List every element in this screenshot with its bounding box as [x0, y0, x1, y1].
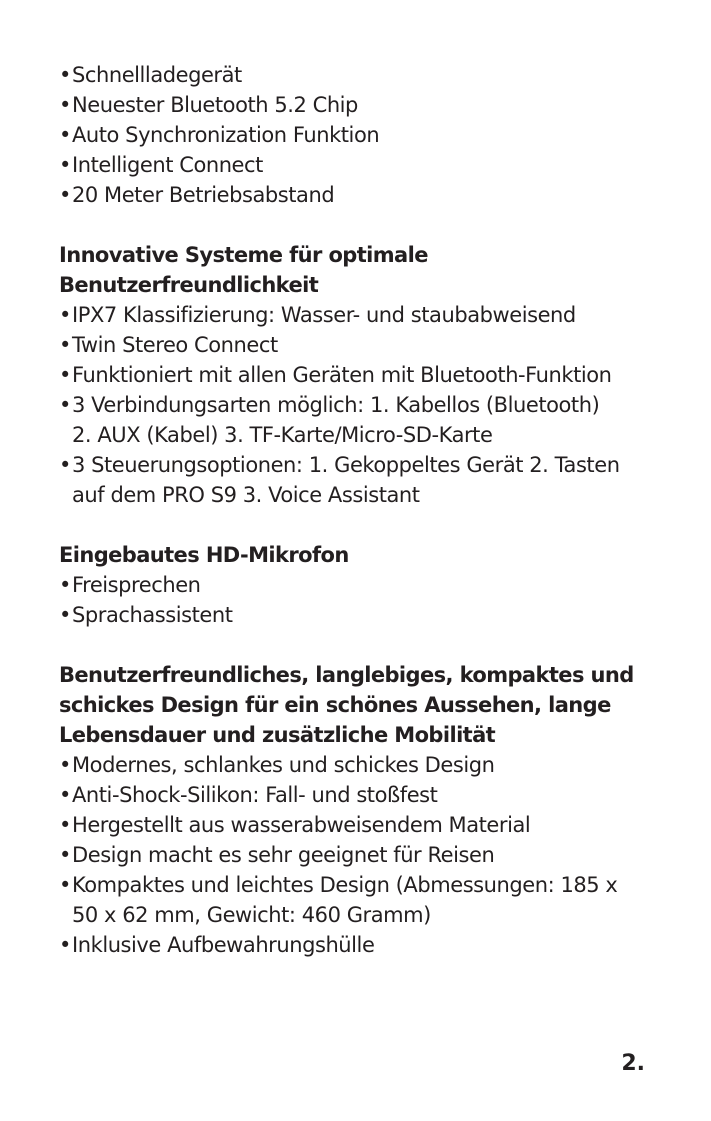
list-item: [59, 330, 659, 360]
list-item: [59, 780, 659, 810]
section-spacer: [59, 210, 659, 240]
list-item-text: • Anti-Shock-Silikon: Fall- und stoßfest: [72, 783, 438, 807]
list-item-text: • Sprachassistent: [72, 603, 233, 627]
list-item-text: auf dem PRO S9 3. Voice Assistant: [72, 483, 420, 507]
list-item-text: • Neuester Bluetooth 5.2 Chip: [72, 93, 358, 117]
list-item-text: • Schnellladegerät: [72, 63, 242, 87]
list-item: [59, 750, 659, 780]
section-heading: Innovative Systeme für optimale Benutzerfreundlichkeit: [59, 243, 428, 297]
section-heading: Benutzerfreundliches, langlebiges, kompaktes und schickes Design für ein schönes Aussehen, lange Lebensdauer und zusätzliche Mobilität: [59, 663, 634, 747]
list-item: [59, 390, 659, 450]
list-item-text: • 3 Steuerungsoptionen: 1. Gekoppeltes Gerät 2. Tasten: [72, 453, 620, 477]
list-item-text: • Inklusive Aufbewahrungshülle: [72, 933, 375, 957]
list-item-text: 2. AUX (Kabel) 3. TF-Karte/Micro-SD-Karte: [72, 423, 493, 447]
list-item-text: • Freisprechen: [72, 573, 201, 597]
list-item: [59, 810, 659, 840]
feature-list: [59, 60, 659, 210]
section-heading: Eingebautes HD-Mikrofon: [59, 543, 349, 567]
list-item-text: • Design macht es sehr geeignet für Reisen: [72, 843, 495, 867]
list-item-text: • IPX7 Klassifizierung: Wasser- und staubabweisend: [72, 303, 576, 327]
list-item-text: • Intelligent Connect: [72, 153, 263, 177]
list-item-text: • Modernes, schlankes und schickes Design: [72, 753, 495, 777]
list-item: [59, 120, 659, 150]
list-item: [59, 180, 659, 210]
list-item-text: • 20 Meter Betriebsabstand: [72, 183, 335, 207]
list-item: [59, 600, 659, 630]
list-item: [59, 450, 659, 510]
list-item: [59, 570, 659, 600]
list-item: [59, 360, 659, 390]
feature-list: [59, 750, 659, 960]
list-item-text: • Funktioniert mit allen Geräten mit Bluetooth-Funktion: [72, 363, 612, 387]
list-item-text: • 3 Verbindungsarten möglich: 1. Kabellos (Bluetooth): [72, 393, 600, 417]
document-body: [59, 60, 659, 960]
feature-list: [59, 570, 659, 630]
section-spacer: [59, 630, 659, 660]
list-item: [59, 90, 659, 120]
list-item-text: • Hergestellt aus wasserabweisendem Material: [72, 813, 531, 837]
feature-list: [59, 300, 659, 510]
list-item-text: • Twin Stereo Connect: [72, 333, 278, 357]
section-spacer: [59, 510, 659, 540]
page-number: 2.: [621, 1051, 645, 1076]
list-item: [59, 840, 659, 870]
list-item: [59, 870, 659, 930]
list-item: [59, 930, 659, 960]
list-item-text: • Kompaktes und leichtes Design (Abmessungen: 185 x: [72, 873, 618, 897]
list-item: [59, 150, 659, 180]
list-item: [59, 300, 659, 330]
list-item: [59, 60, 659, 90]
list-item-text: • Auto Synchronization Funktion: [72, 123, 380, 147]
list-item-text: 50 x 62 mm, Gewicht: 460 Gramm): [72, 903, 431, 927]
